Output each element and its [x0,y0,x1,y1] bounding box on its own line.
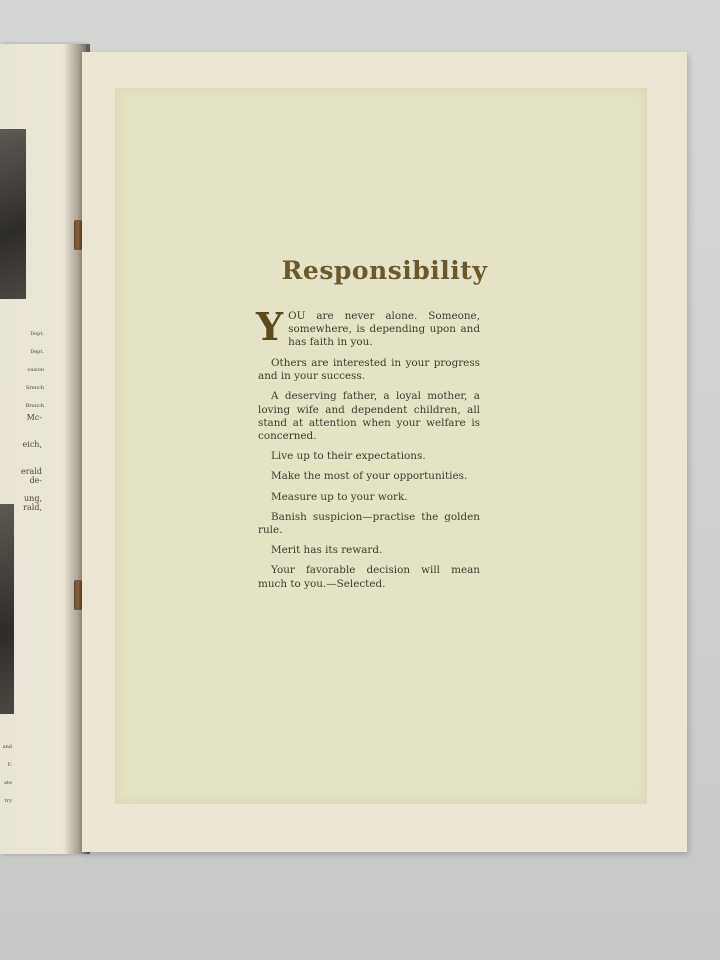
article-body [256,304,480,598]
drop-cap: Y [256,304,284,349]
left-photo-top [0,129,26,299]
paragraph: Others are interested in your progress and in your success. [258,357,480,383]
paragraph: A deserving father, a loyal mother, a loving wife and dependent children, all stand at attention when your welfare is concerned. [258,390,480,443]
main-page [82,52,687,852]
paragraph: Make the most of your opportunities. [271,470,468,483]
left-text-fragment-low: de- rald, [23,476,42,512]
paragraph: Measure up to your work. [271,490,408,503]
left-text-fragment-mid: Mc- eich, erald ung, [20,413,42,503]
left-photo-bottom [0,504,14,714]
paragraph: Banish suspicion—practise the golden rule. [258,510,480,537]
article-title: Responsibility [281,256,488,285]
paragraph: Live up to their expectations. [271,450,426,463]
paragraph: Your favorable decision will mean much to you.—Selected. [258,564,480,590]
staple-bottom-icon [74,580,82,610]
first-paragraph-text: OU are never alone. Someone, somewhere, is depending upon and has faith in you. [288,310,480,349]
left-caption-bottom: and F. ate try [2,744,12,804]
paragraph: Merit has its reward. [271,544,383,557]
left-caption-top: Dept. Dept. ousion Srench Branch [25,331,44,409]
staple-top-icon [74,220,82,250]
first-paragraph [256,304,480,350]
